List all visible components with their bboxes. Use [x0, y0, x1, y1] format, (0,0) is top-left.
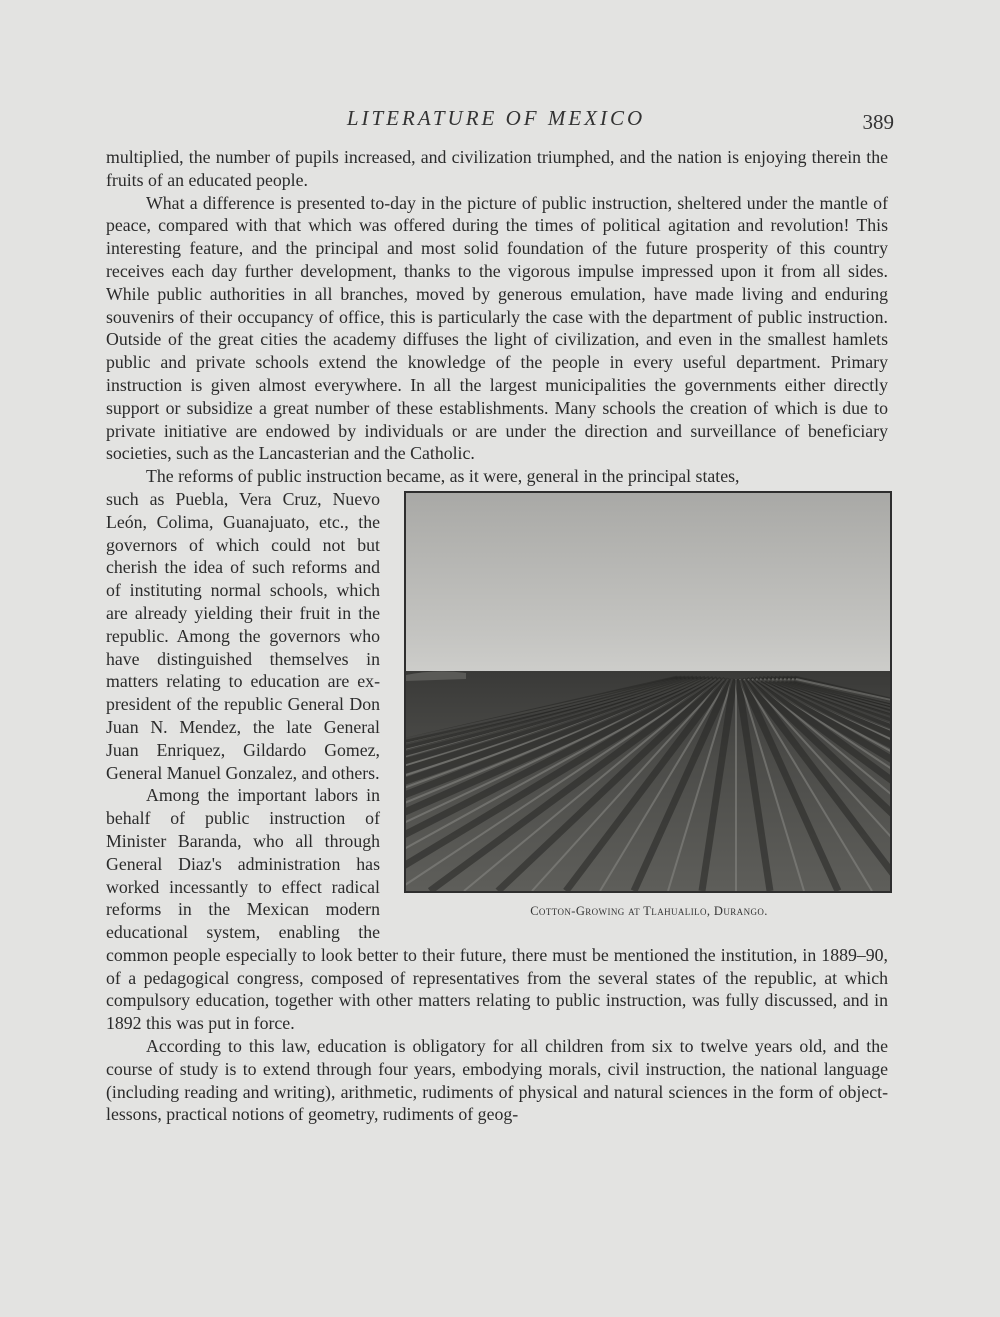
running-head: [106, 106, 894, 136]
body-text: [106, 146, 888, 1126]
paragraph-compulsory-education: According to this law, education is obligatory for all children from six to twelve years old, and the course of study is to extend through four years, embodying morals, civil instruction, the national language (including reading and writing), arithmetic, rudiments of physical and natural sciences in the form of object-lessons, practical notions of geometry, rudiments of geog-: [106, 1036, 888, 1125]
paragraph-minister-baranda: Among the important labors in behalf of public instruction of Minister Baranda, who all through General Diaz's administration has worked incessantly to effect radical reforms in the Mexican modern educational system, enabling the common people especially to look better to their future, there must be mentioned the institution, in 1889–90, of a pedagogical congress, composed of representatives from the several states of the republic, at which compulsory education, together with other matters relating to public instruction, was fully discussed, and in 1892 this was put in force.: [106, 785, 888, 1034]
paragraph-reforms-intro: The reforms of public instruction became, as it were, general in the principal states,: [146, 466, 740, 487]
cotton-field-photo: [404, 491, 892, 893]
paragraph-continued: multiplied, the number of pupils increased, and civilization triumphed, and the nation is enjoying therein the fruits of an educated people.: [106, 147, 888, 190]
page-number: 389: [862, 110, 894, 134]
running-title: LITERATURE OF MEXICO: [346, 106, 646, 130]
paragraph-public-instruction: What a difference is presented to-day in the picture of public instruction, sheltered under the mantle of peace, compared with that which was offered during the times of political agitation and revolution! This interesting feature, and the principal and most solid foundation of the future prosperity of this country receives each day further development, thanks to the vigorous impulse impressed upon it from all sides. While public authorities in all branches, moved by generous emulation, have made living and enduring souvenirs of their occupancy of office, this is particularly the case with the department of public instruction. Outside of the great cities the academy diffuses the light of civilization, and even in the smallest hamlets public and private schools extend the knowledge of the people in every useful department. Primary instruction is given almost everywhere. In all the largest municipalities the governments either directly support or subsidize a great number of these establishments. Many schools the creation of which is due to private initiative are endowed by individuals or are under the direction and surveillance of beneficiary societies, such as the Lancasterian and the Catholic.: [106, 192, 888, 464]
figure-caption: Cotton-Growing at Tlahualilo, Durango.: [530, 903, 768, 918]
figure-cotton-field: [404, 491, 894, 923]
paragraph-states-governors: such as Puebla, Vera Cruz, Nuevo León, Colima, Guanajuato, etc., the governors of which could not but cherish the idea of such reforms and of instituting normal schools, which are already yielding their fruit in the republic. Among the governors who have distinguished themselves in matters relating to education are ex-president of the republic General Don Juan N. Mendez, the late General Juan Enriquez, Gildardo Gomez, General Manuel Gonzalez, and others.: [106, 488, 380, 783]
